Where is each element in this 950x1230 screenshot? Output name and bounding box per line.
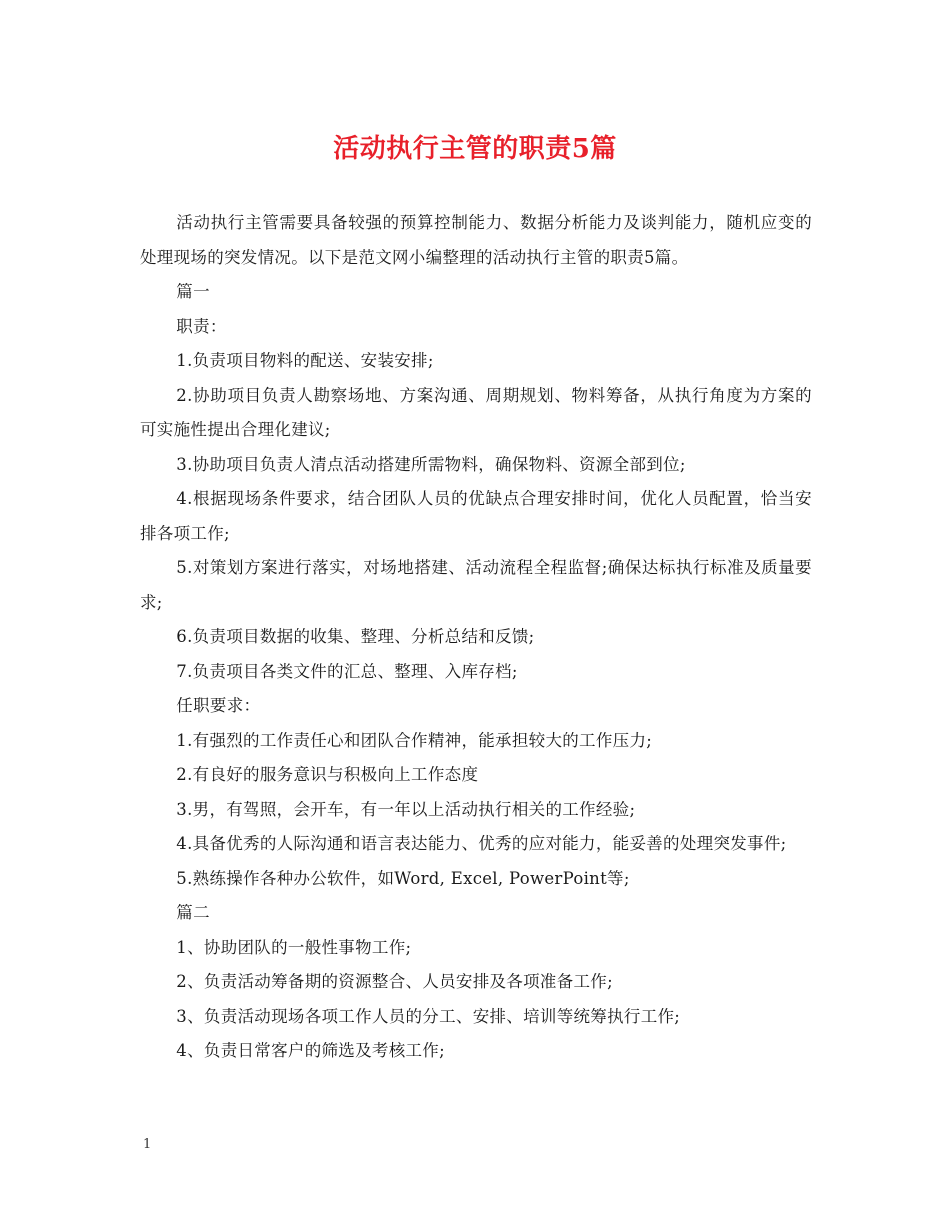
subheading-requirements: 任职要求： [176, 696, 261, 715]
list-item: 4.根据现场条件要求，结合团队人员的优缺点合理安排时间，优化人员配置，恰当安排各项工作; [140, 489, 812, 543]
page-title: 活动执行主管的职责5篇 [333, 134, 617, 164]
list-item: 1.负责项目物料的配送、安装安排; [176, 351, 434, 370]
section-heading-2: 篇二 [176, 903, 210, 922]
list-item: 5.熟练操作各种办公软件，如Word, Excel, PowerPoint等; [176, 868, 630, 888]
page-number: 1 [143, 1137, 152, 1152]
list-item: 6.负责项目数据的收集、整理、分析总结和反馈; [176, 627, 535, 646]
document-body [140, 206, 812, 1069]
list-item: 3、负责活动现场各项工作人员的分工、安排、培训等统筹执行工作; [176, 1006, 681, 1026]
list-item: 2.协助项目负责人勘察场地、方案沟通、周期规划、物料筹备，从执行角度为方案的可实施性提出合理化建议; [140, 385, 812, 439]
subheading-duties: 职责： [176, 316, 227, 336]
list-item: 4、负责日常客户的筛选及考核工作; [176, 1041, 445, 1060]
list-item: 1.有强烈的工作责任心和团队合作精神，能承担较大的工作压力; [176, 730, 653, 750]
list-item: 3.协助项目负责人清点活动搭建所需物料，确保物料、资源全部到位; [176, 454, 686, 474]
list-item: 2、负责活动筹备期的资源整合、人员安排及各项准备工作; [176, 972, 613, 991]
list-item: 4.具备优秀的人际沟通和语言表达能力、优秀的应对能力，能妥善的处理突发事件; [176, 834, 787, 853]
list-item: 1、协助团队的一般性事物工作; [176, 937, 412, 957]
list-item: 2.有良好的服务意识与积极向上工作态度 [176, 765, 479, 784]
list-item: 5.对策划方案进行落实，对场地搭建、活动流程全程监督;确保达标执行标准及质量要求; [140, 558, 812, 612]
list-item: 7.负责项目各类文件的汇总、整理、入库存档; [176, 661, 518, 681]
paragraph-intro: 活动执行主管需要具备较强的预算控制能力、数据分析能力及谈判能力，随机应变的处理现场的突发情况。以下是范文网小编整理的活动执行主管的职责5篇。 [140, 213, 812, 267]
section-heading-1: 篇一 [176, 282, 210, 301]
list-item: 3.男，有驾照，会开车，有一年以上活动执行相关的工作经验; [176, 799, 636, 819]
